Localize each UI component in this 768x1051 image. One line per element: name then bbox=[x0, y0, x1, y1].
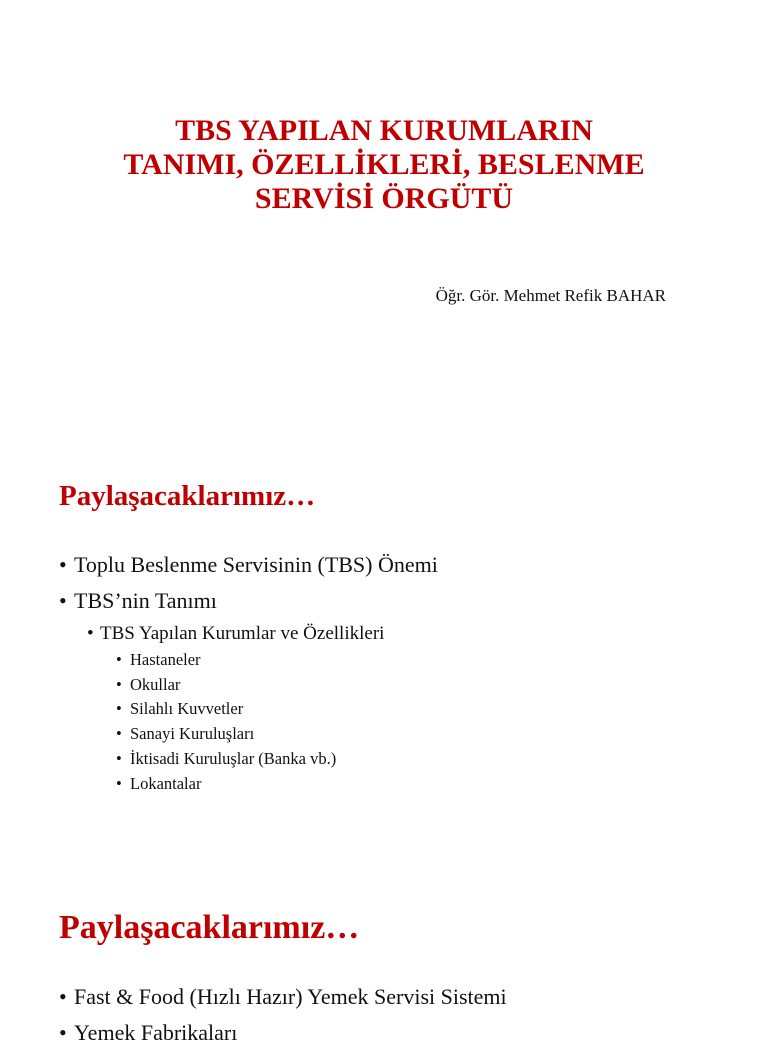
title-line: TBS YAPILAN KURUMLARIN bbox=[175, 114, 593, 147]
bullet-icon: • bbox=[59, 984, 67, 1009]
bullet-icon: • bbox=[59, 552, 67, 577]
bullet-list bbox=[59, 547, 438, 796]
slide-title bbox=[0, 114, 768, 216]
slide-heading: Paylaşacaklarımız… bbox=[59, 480, 316, 512]
list-item bbox=[59, 979, 507, 1015]
list-subsubitem bbox=[59, 747, 438, 772]
list-item-text: Toplu Beslenme Servisinin (TBS) Önemi bbox=[74, 552, 438, 577]
agenda-slide-continued bbox=[0, 840, 768, 1045]
author-name: Öğr. Gör. Mehmet Refik BAHAR bbox=[435, 286, 666, 305]
bullet-icon: • bbox=[116, 748, 122, 768]
title-slide bbox=[0, 0, 768, 420]
title-line: SERVİSİ ÖRGÜTÜ bbox=[254, 182, 514, 215]
list-subsubitem bbox=[59, 673, 438, 698]
list-subsubitem bbox=[59, 772, 438, 797]
list-item-text: TBS’nin Tanımı bbox=[74, 588, 217, 613]
agenda-slide bbox=[0, 420, 768, 840]
bullet-icon: • bbox=[116, 773, 122, 793]
bullet-icon: • bbox=[87, 623, 94, 644]
bullet-icon: • bbox=[116, 674, 122, 694]
list-item bbox=[59, 583, 438, 619]
list-subsubitem bbox=[59, 697, 438, 722]
list-item-text: Yemek Fabrikaları bbox=[74, 1020, 238, 1045]
list-subsubitem-text: Silahlı Kuvvetler bbox=[130, 699, 244, 719]
bullet-list bbox=[59, 979, 507, 1051]
bullet-icon: • bbox=[116, 699, 122, 719]
list-subsubitem-text: Sanayi Kuruluşları bbox=[130, 724, 255, 744]
list-subsubitem-text: Okullar bbox=[130, 674, 181, 694]
list-subsubitem-text: İktisadi Kuruluşlar (Banka vb.) bbox=[130, 748, 337, 768]
list-subsubitem bbox=[59, 722, 438, 747]
list-subsubitem-text: Lokantalar bbox=[130, 773, 202, 793]
list-subsubitem bbox=[59, 648, 438, 673]
list-subsubitem-text: Hastaneler bbox=[130, 650, 201, 669]
slide-heading: Paylaşacaklarımız… bbox=[59, 909, 360, 946]
list-subitem-text: TBS Yapılan Kurumlar ve Özellikleri bbox=[100, 623, 385, 644]
list-item bbox=[59, 547, 438, 583]
list-subitem bbox=[59, 619, 438, 648]
bullet-icon: • bbox=[59, 588, 67, 613]
bullet-icon: • bbox=[116, 724, 122, 744]
bullet-icon: • bbox=[59, 1020, 67, 1045]
bullet-icon: • bbox=[116, 650, 122, 669]
list-item bbox=[59, 1015, 507, 1051]
list-item-text: Fast & Food (Hızlı Hazır) Yemek Servisi Sistemi bbox=[74, 984, 507, 1009]
title-line: TANIMI, ÖZELLİKLERİ, BESLENME bbox=[123, 148, 645, 181]
